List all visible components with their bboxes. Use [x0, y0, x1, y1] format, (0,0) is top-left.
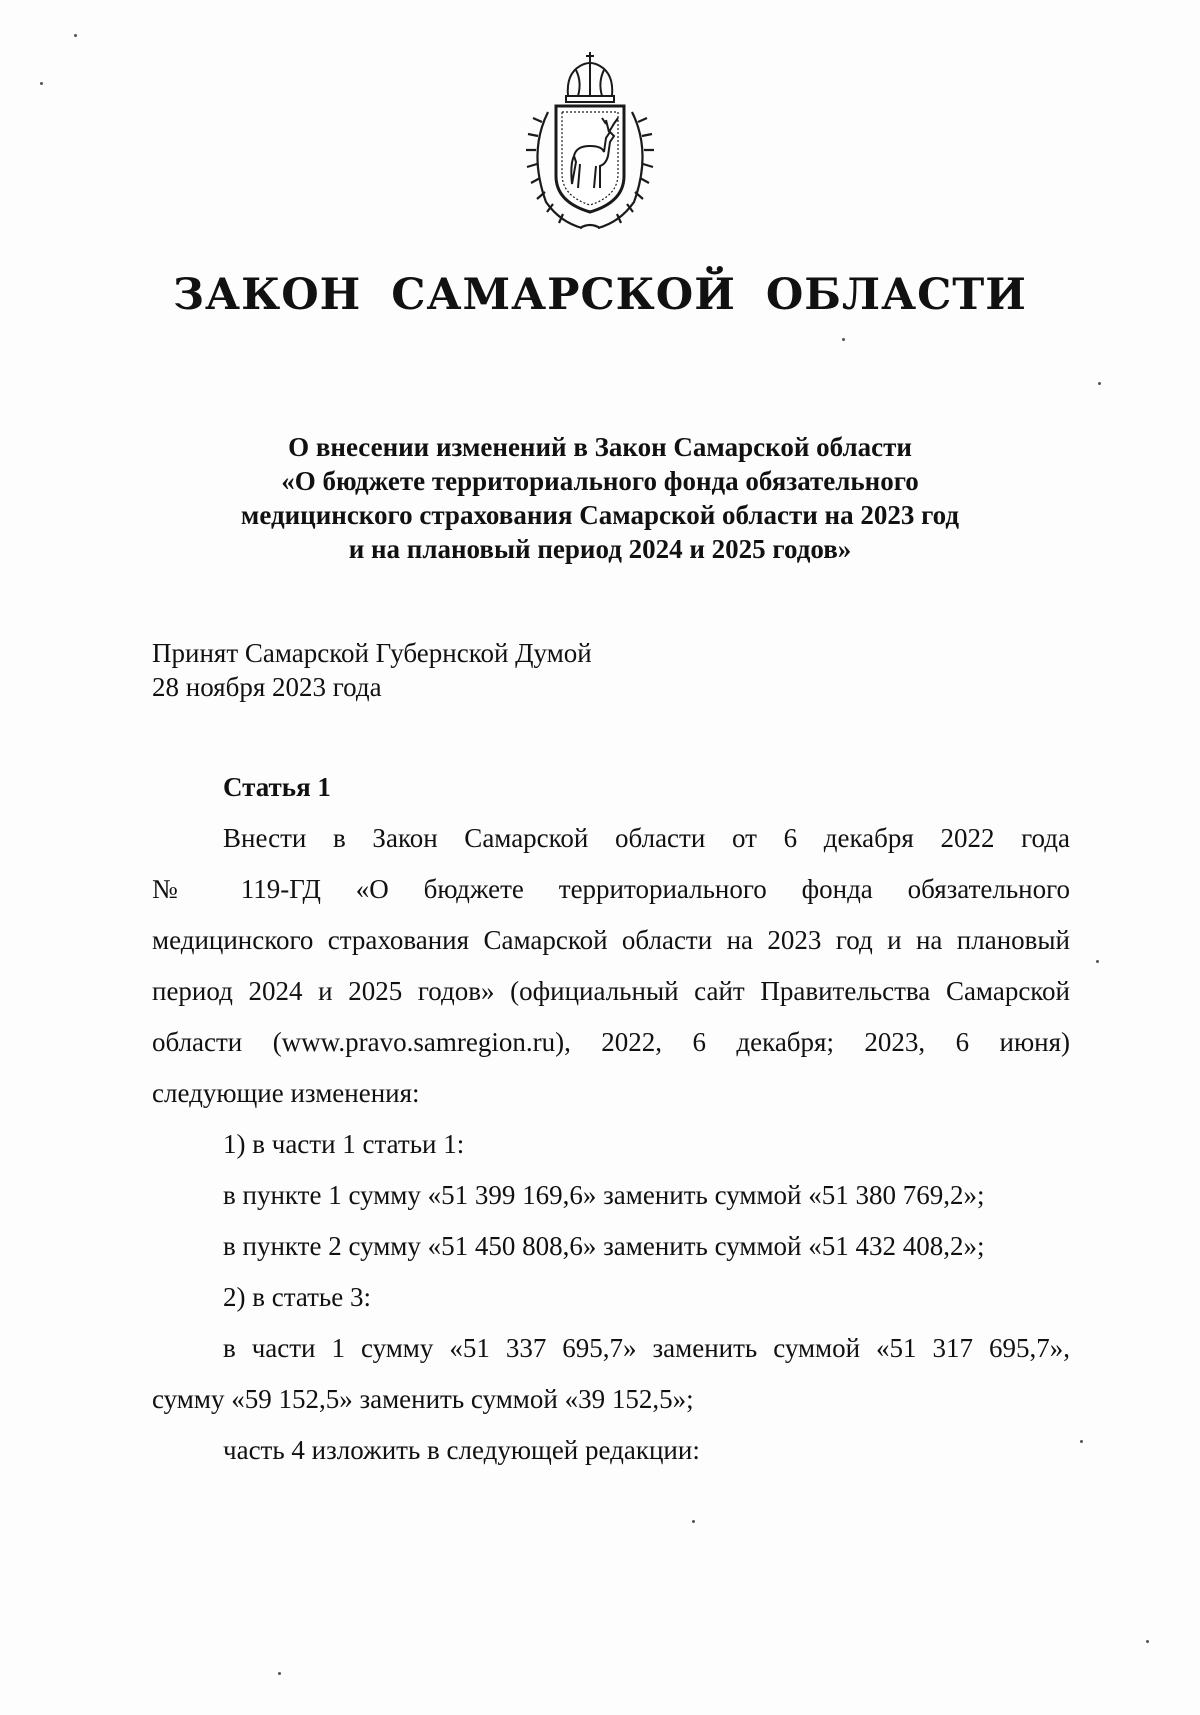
- scan-speck: [1146, 1640, 1149, 1643]
- adopted-date: 28 ноября 2023 года: [152, 672, 382, 702]
- article-line: области (www.pravo.samregion.ru), 2022, 6 декабря; 2023, 6 июня): [152, 1027, 1070, 1057]
- article-line: № 119-ГД «О бюджете территориального фонда обязательного: [152, 874, 1070, 904]
- scan-speck: [74, 34, 77, 37]
- scan-speck: [1098, 382, 1101, 385]
- article-line: в части 1 сумму «51 337 695,7» заменить суммой «51 317 695,7»,: [223, 1333, 1070, 1363]
- article-line: в пункте 2 сумму «51 450 808,6» заменить суммой «51 432 408,2»;: [223, 1231, 985, 1261]
- article-line: 2) в статье 3:: [223, 1282, 371, 1312]
- article-line: сумму «59 152,5» заменить суммой «39 152,5»;: [152, 1384, 694, 1414]
- subject-line: О внесении изменений в Закон Самарской области: [288, 432, 912, 462]
- article-body: [152, 813, 1070, 1476]
- law-subject: [0, 430, 1200, 566]
- adopted-by: Принят Самарской Губернской Думой: [152, 638, 592, 668]
- article-line: период 2024 и 2025 годов» (официальный сайт Правительства Самарской: [152, 976, 1070, 1006]
- subject-line: медицинского страхования Самарской области на 2023 год: [240, 500, 960, 530]
- article-heading: Статья 1: [223, 772, 331, 802]
- article-line: следующие изменения:: [152, 1078, 420, 1108]
- scan-speck: [1096, 960, 1099, 963]
- article-line: медицинского страхования Самарской области на 2023 год и на плановый: [152, 925, 1070, 955]
- article-line: часть 4 изложить в следующей редакции:: [223, 1435, 700, 1465]
- scan-speck: [842, 338, 845, 341]
- scan-speck: [40, 82, 43, 85]
- article-line: в пункте 1 сумму «51 399 169,6» заменить суммой «51 380 769,2»;: [223, 1180, 985, 1210]
- law-title: ЗАКОН САМАРСКОЙ ОБЛАСТИ: [173, 270, 1027, 320]
- scan-speck: [692, 1520, 695, 1523]
- adoption-info: [152, 636, 592, 704]
- article-line: Внести в Закон Самарской области от 6 декабря 2022 года: [223, 823, 1070, 853]
- subject-line: и на плановый период 2024 и 2025 годов»: [348, 534, 852, 564]
- scan-speck: [278, 1672, 281, 1675]
- subject-line: «О бюджете территориального фонда обязательного: [281, 466, 919, 496]
- scan-speck: [1080, 1440, 1083, 1443]
- article-line: 1) в части 1 статьи 1:: [223, 1129, 465, 1159]
- samara-coat-of-arms-icon: [520, 52, 660, 234]
